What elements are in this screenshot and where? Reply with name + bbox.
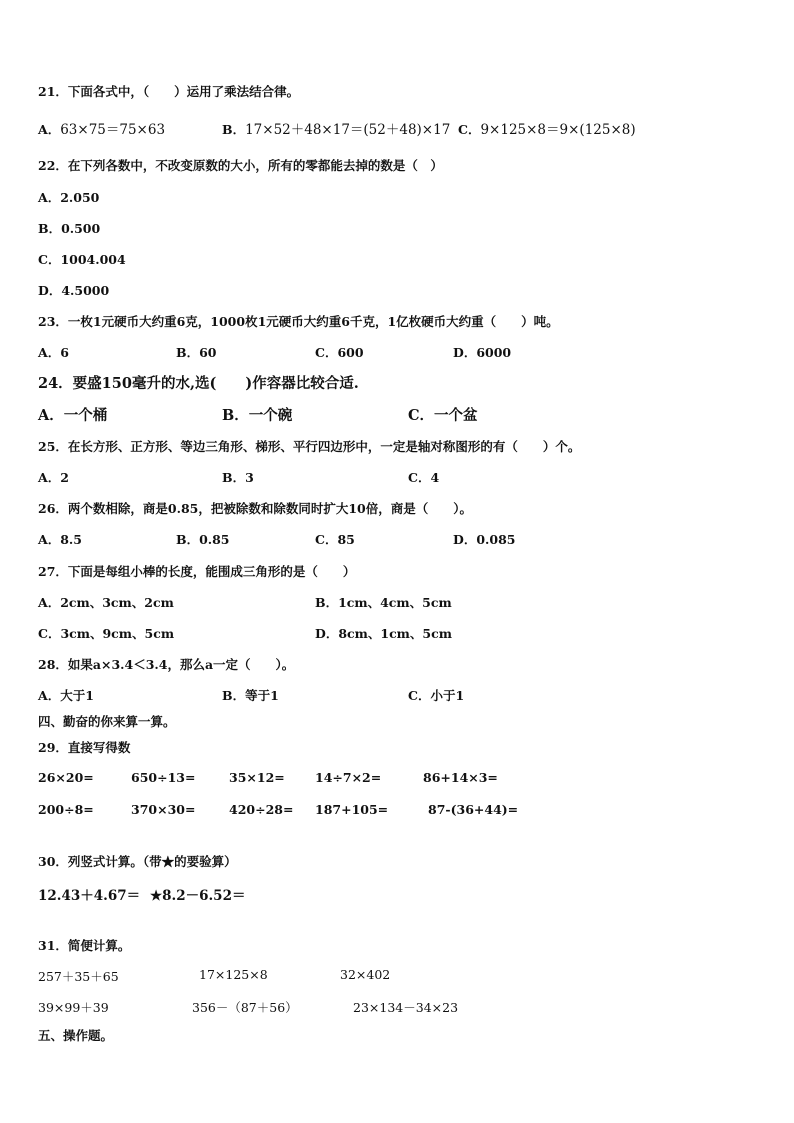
q21-option-b[interactable]: B．17×52＋48×17＝(52＋48)×17 <box>222 122 451 138</box>
q31-item: 356－（87＋56） <box>192 1000 298 1015</box>
q27-option-c[interactable]: C．3cm、9cm、5cm <box>38 626 175 641</box>
q29-item: 420÷28= <box>229 802 294 817</box>
q26-stem: 26．两个数相除，商是0.85，把被除数和除数同时扩大10倍，商是（ ）。 <box>38 501 472 516</box>
q25-option-b[interactable]: B．3 <box>222 470 254 485</box>
q22-option-d[interactable]: D．4.5000 <box>38 283 110 298</box>
q29-item: 86+14×3= <box>423 770 498 785</box>
q30-item-star: ★8.2－6.52＝ <box>150 888 246 904</box>
q30-stem: 30．列竖式计算。（带★的要验算） <box>38 854 237 869</box>
q29-item: 650÷13= <box>131 770 196 785</box>
q21-option-a[interactable]: A．63×75＝75×63 <box>38 122 166 138</box>
q23-option-c[interactable]: C．600 <box>315 345 364 360</box>
q24-option-c[interactable]: C．一个盆 <box>408 407 478 424</box>
section-4-heading: 四、勤奋的你来算一算。 <box>38 714 176 729</box>
q21-option-c-expr: 9×125×8＝9×(125×8) <box>480 122 636 138</box>
q27-stem: 27．下面是每组小棒的长度，能围成三角形的是（ ） <box>38 564 356 579</box>
q28-option-b[interactable]: B．等于1 <box>222 688 279 703</box>
q22-option-a[interactable]: A．2.050 <box>38 190 100 205</box>
q31-stem: 31．简便计算。 <box>38 938 131 953</box>
q23-stem: 23．一枚1元硬币大约重6克，1000枚1元硬币大约重6千克，1亿枚硬币大约重（ ）吨。 <box>38 314 559 329</box>
q28-stem: 28．如果a×3.4＜3.4，那么a一定（ ）。 <box>38 657 295 672</box>
q29-item: 87-(36+44)= <box>428 802 519 817</box>
q23-option-a[interactable]: A．6 <box>38 345 69 360</box>
q21-option-b-expr: 17×52＋48×17＝(52＋48)×17 <box>245 122 451 138</box>
q26-option-a[interactable]: A．8.5 <box>38 532 82 547</box>
q29-item: 35×12= <box>229 770 285 785</box>
q25-stem: 25．在长方形、正方形、等边三角形、梯形、平行四边形中，一定是轴对称图形的有（ ）个。 <box>38 439 581 454</box>
q22-stem: 22．在下列各数中，不改变原数的大小，所有的零都能去掉的数是（ ） <box>38 158 443 173</box>
q29-item: 14÷7×2= <box>315 770 382 785</box>
q29-item: 26×20= <box>38 770 94 785</box>
section-5-heading: 五、操作题。 <box>38 1028 114 1043</box>
q21-stem: 21．下面各式中，（ ）运用了乘法结合律。 <box>38 84 300 99</box>
q28-option-c[interactable]: C．小于1 <box>408 688 465 703</box>
q27-option-d[interactable]: D．8cm、1cm、5cm <box>315 626 452 641</box>
q30-item: 12.43＋4.67＝ <box>38 888 141 904</box>
q26-option-c[interactable]: C．85 <box>315 532 355 547</box>
q31-item: 17×125×8 <box>199 967 268 982</box>
q29-stem: 29．直接写得数 <box>38 740 131 755</box>
q21-option-a-expr: 63×75＝75×63 <box>60 122 166 138</box>
q25-option-a[interactable]: A．2 <box>38 470 69 485</box>
q28-option-a[interactable]: A．大于1 <box>38 688 94 703</box>
q24-option-b[interactable]: B．一个碗 <box>222 407 293 424</box>
q29-item: 370×30= <box>131 802 196 817</box>
q26-option-b[interactable]: B．0.85 <box>176 532 230 547</box>
q23-option-b[interactable]: B．60 <box>176 345 217 360</box>
q22-option-b[interactable]: B．0.500 <box>38 221 101 236</box>
q27-option-b[interactable]: B．1cm、4cm、5cm <box>315 595 452 610</box>
q31-item: 39×99＋39 <box>38 1000 109 1015</box>
q26-option-d[interactable]: D．0.085 <box>453 532 516 547</box>
q31-item: 32×402 <box>340 967 391 982</box>
q31-item: 23×134－34×23 <box>353 1000 459 1015</box>
q25-option-c[interactable]: C．4 <box>408 470 440 485</box>
q31-item: 257＋35＋65 <box>38 969 119 984</box>
q29-item: 200÷8= <box>38 802 94 817</box>
q29-item: 187+105= <box>315 802 389 817</box>
q23-option-d[interactable]: D．6000 <box>453 345 512 360</box>
q24-stem: 24．要盛150毫升的水,选( )作容器比较合适. <box>38 375 359 392</box>
q21-option-c[interactable]: C．9×125×8＝9×(125×8) <box>458 122 636 138</box>
q22-option-c[interactable]: C．1004.004 <box>38 252 126 267</box>
q24-option-a[interactable]: A．一个桶 <box>38 407 108 424</box>
q27-option-a[interactable]: A．2cm、3cm、2cm <box>38 595 174 610</box>
